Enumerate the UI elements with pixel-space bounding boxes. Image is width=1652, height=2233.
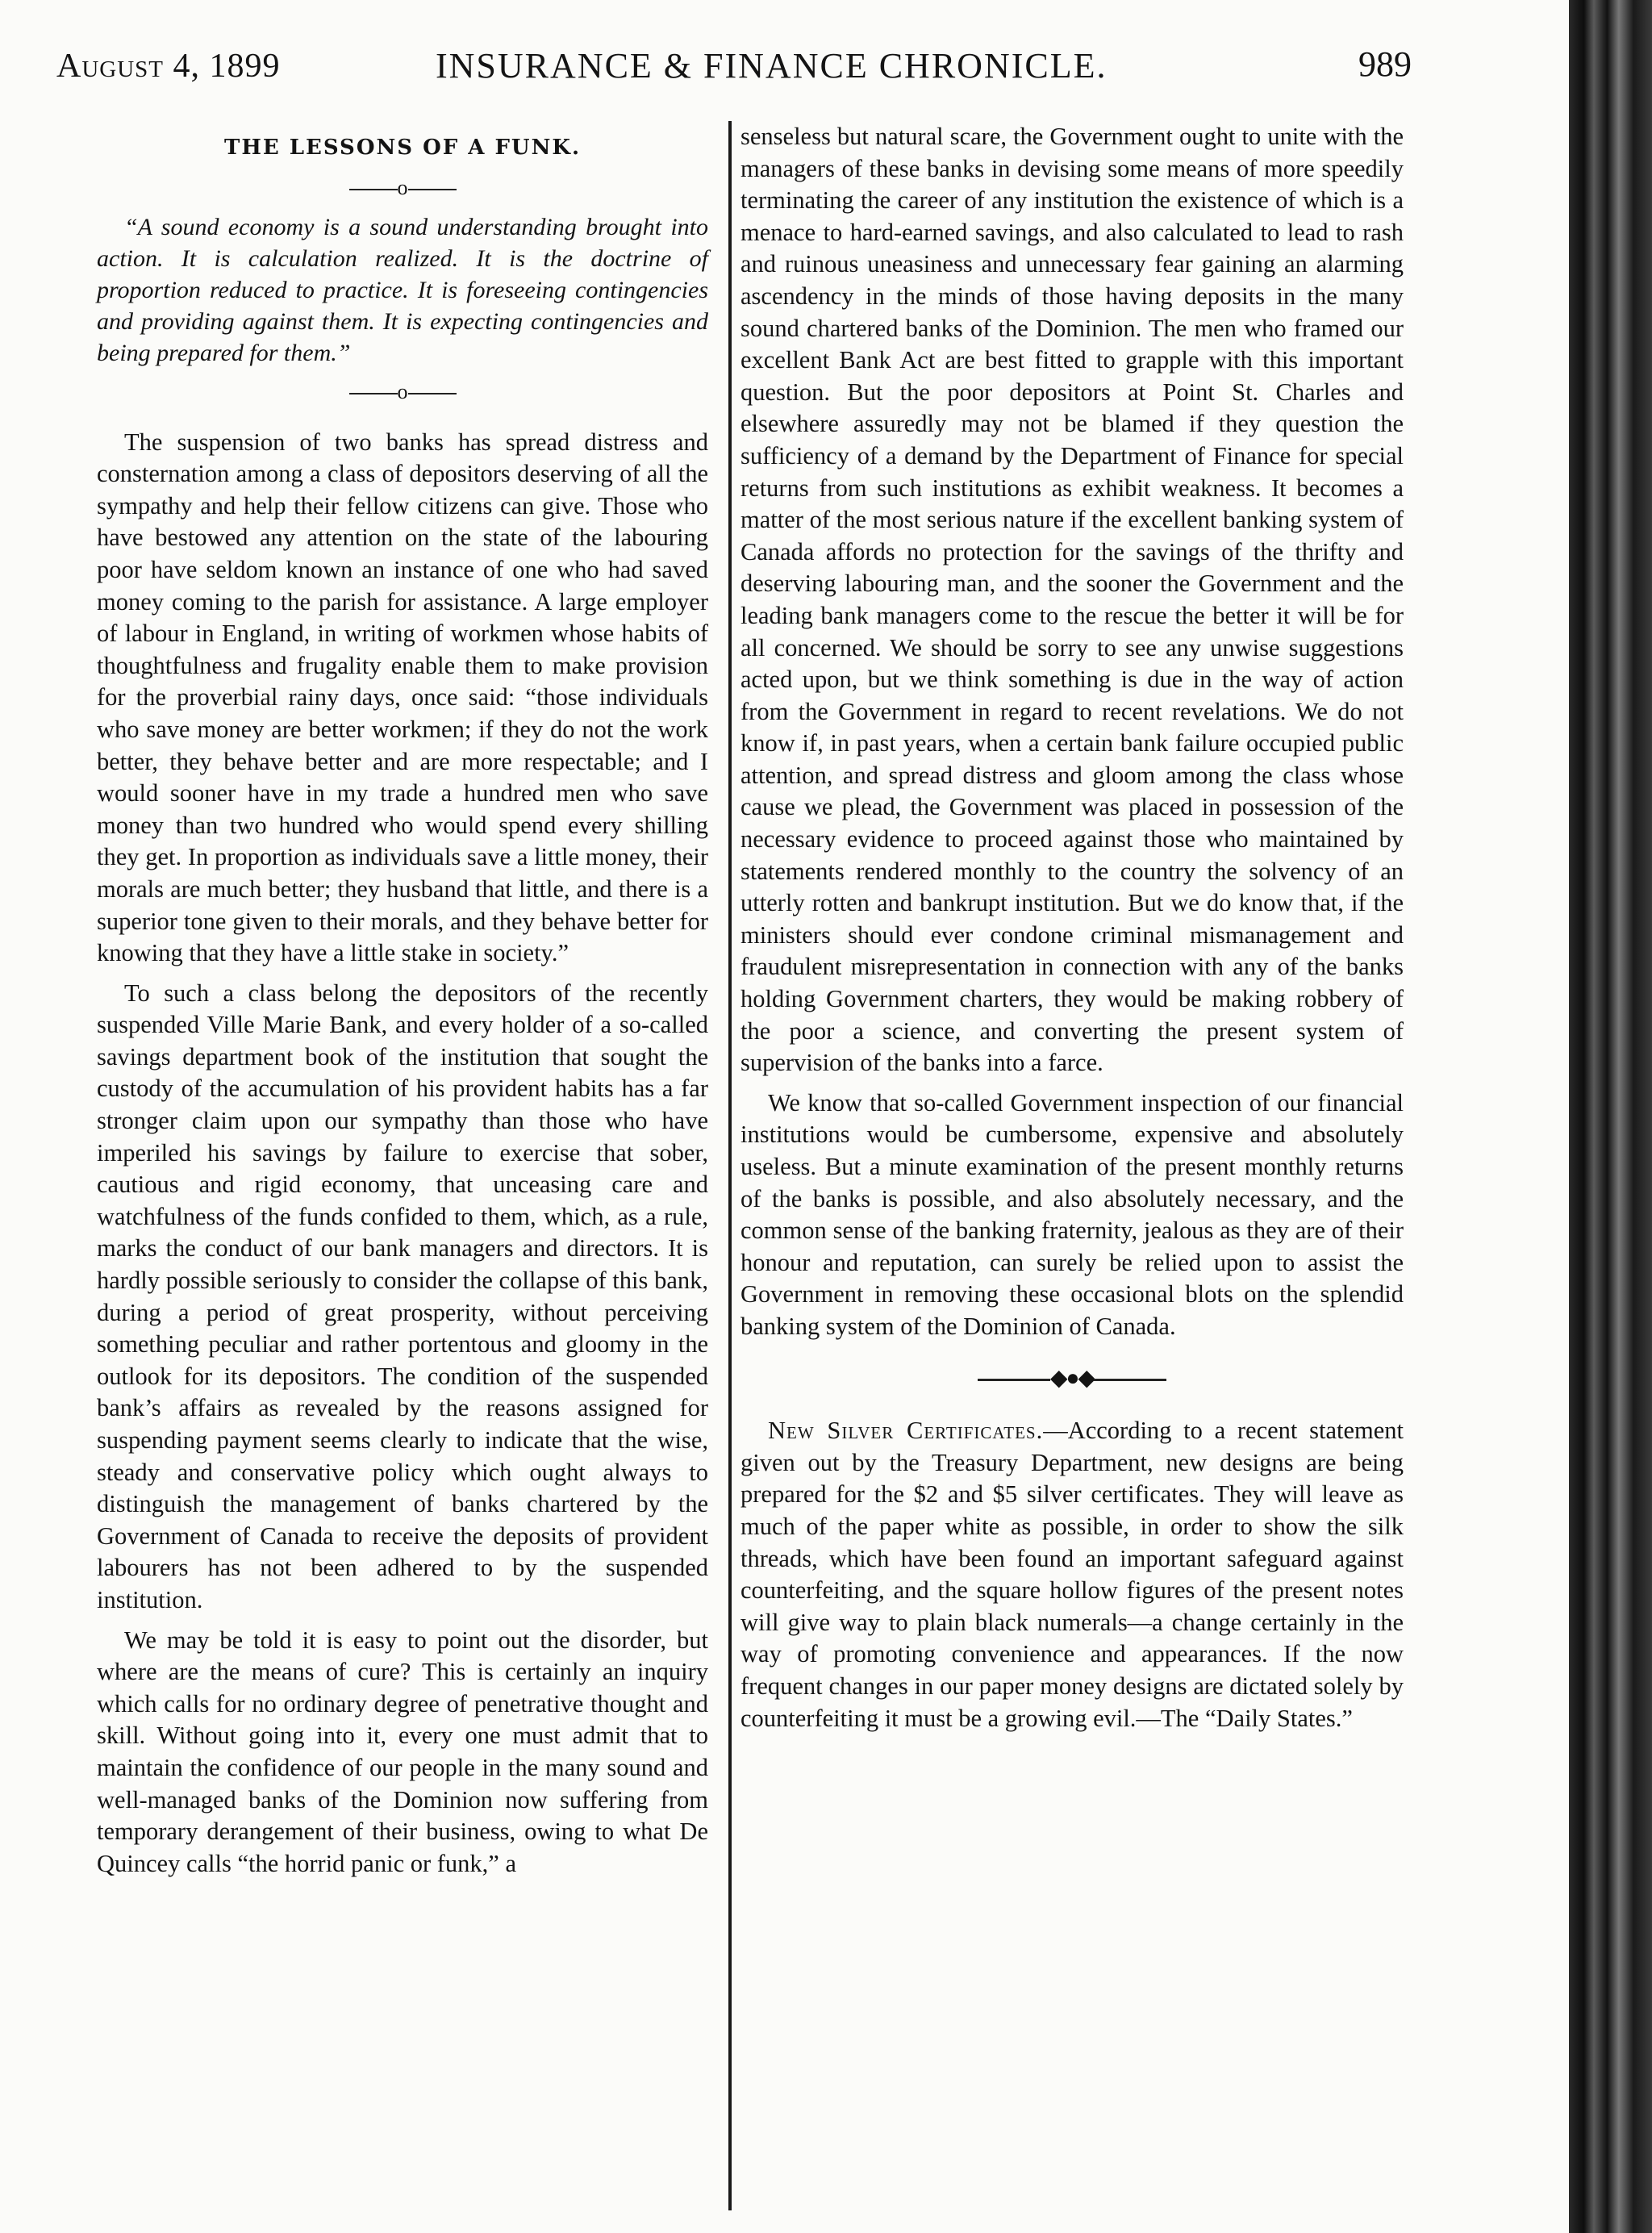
right-column: [740, 121, 1404, 1734]
article-paragraph-5: We know that so-called Government inspection of our financial institutions would be cumbersome, expensive and absolutely useless. But a minute examination of the present monthly returns of the banks is possible, and also absolutely necessary, and the common sense of the banking fraternity, jealous as they are of their honour and reputation, can surely be relied upon to assist the Government in removing these occasional blots on the splendid banking system of the Dominion of Canada.: [740, 1088, 1404, 1340]
book-binding-edge: [1569, 0, 1652, 2233]
column-rule: [728, 121, 732, 2210]
note-body: —According to a recent statement given out by the Treasury Department, new designs are being prepared for the $2 and $5 silver certificates. They will leave as much of the paper white as possible, in order to show the silk threads, which have been found an important safeguard against counterfeiting, and the square hollow figures of the present notes will give way to plain black numerals—a change certainly in the way of promoting convenience and appearances. If the now frequent changes in our paper money designs are dictated solely by counterfeiting it must be a growing evil.—The “Daily States.”: [740, 1417, 1404, 1732]
publication-title: INSURANCE & FINANCE CHRONICLE.: [436, 46, 1108, 86]
silver-certificates-note: [740, 1415, 1404, 1734]
ornament-divider: ◆●◆: [740, 1363, 1404, 1395]
article-paragraph-2: To such a class belong the depositors of the recently suspended Ville Marie Bank, and every holder of a so-called savings department book of the institution that sought the custody of the accumulation of his provident habits has a far stronger claim upon our sympathy than those who have imperiled his savings by failure to exercise that sober, cautious and rigid economy, that unceasing care and watchfulness of the funds confided to them, which, as a rule, marks the conduct of our bank managers and directors. It is hardly possible seriously to consider the collapse of this bank, during a period of great prosperity, without perceiving something peculiar and rather portentous and gloomy in the outlook for its depositors. The condition of the suspended bank’s affairs as revealed by the reasons assigned for suspending payment seems clearly to indicate that the wise, steady and conservative policy which ought always to distinguish the management of banks chartered by the Government of Canada to receive the deposits of provident labourers has not been adhered to by the suspended institution.: [97, 979, 708, 1613]
left-column: [97, 121, 708, 1880]
epigraph-separator: o: [97, 380, 708, 404]
article-paragraph-4: senseless but natural scare, the Government ought to unite with the managers of these banks in devising some means of more speedily terminating the career of any institution the existence of which is a menace to hard-earned savings, and also calculated to lead to rash and ruinous uneasiness and unnecessary fear gaining an alarming ascendency in the minds of those having deposits in the many sound chartered banks of the Dominion. The men who framed our excellent Bank Act are best fitted to grapple with this important question. But the poor depositors at Point St. Charles and elsewhere assuredly may not be blamed if they question the sufficiency of a demand by the Department of Finance for special returns from such institutions as exhibit weakness. It becomes a matter of the most serious nature if the excellent banking system of Canada affords no protection for the savings of the thrifty and deserving labouring man, and the sooner the Government and the leading bank managers come to the rescue the better it will be for all concerned. We should be sorry to see any unwise suggestions acted upon, but we think something is due in the way of action from the Government in regard to recent revelations. We do not know if, in past years, when a certain bank failure occupied public attention, and spread distress and gloom among the class whose cause we plead, the Government was placed in possession of the necessary evidence to proceed against those who maintained by statements rendered monthly to the country the solvency of an utterly rotten and bankrupt institution. But we do know that, if the ministers should ever condone criminal mismanagement and fraudulent misrepresentation in connection with any of the banks holding Government charters, they would be making robbery of the poor a science, and converting the present system of supervision of the banks into a farce.: [740, 123, 1404, 1077]
page-header: [56, 42, 1412, 90]
header-date: August 4, 1899: [56, 48, 281, 85]
note-heading: New Silver Certificates.: [768, 1417, 1044, 1445]
article-paragraph-1: The suspension of two banks has spread distress and consternation among a class of depositors deserving of all the sympathy and help their fellow citizens can give. Those who have bestowed any attention on the state of the labouring poor have seldom known an instance of one who had saved money coming to the parish for assistance. A large employer of labour in England, in writing of workmen whose habits of thoughtfulness and frugality enable them to make provision for the proverbial rainy days, once said: “those individuals who save money are better workmen; if they do not the work better, they behave better and are more respectable; and I would sooner have in my trade a hundred men who save money than two hundred who would spend every shilling they get. In proportion as individuals save a little money, their morals are much better; they husband that little, and there is a superior tone given to their morals, and they behave better for knowing that they have a little stake in society.”: [97, 428, 708, 967]
epigraph: “A sound economy is a sound understanding brought into action. It is calculation realized. It is the doctrine of proportion reduced to practice. It is foreseeing contingencies and providing against them. It is expecting contingencies and being prepared for them.”: [97, 213, 708, 366]
article-title: THE LESSONS OF A FUNK.: [223, 136, 582, 160]
title-separator: o: [97, 176, 708, 200]
page-number: 989: [1358, 44, 1412, 84]
article-paragraph-3: We may be told it is easy to point out the disorder, but where are the means of cure? This is certainly an inquiry which calls for no ordinary degree of penetrative thought and skill. Without going into it, every one must admit that to maintain the confidence of our people in the many sound and well-managed banks of the Dominion now suffering from temporary derangement of their business, owing to what De Quincey calls “the horrid panic or funk,” a: [97, 1626, 708, 1877]
